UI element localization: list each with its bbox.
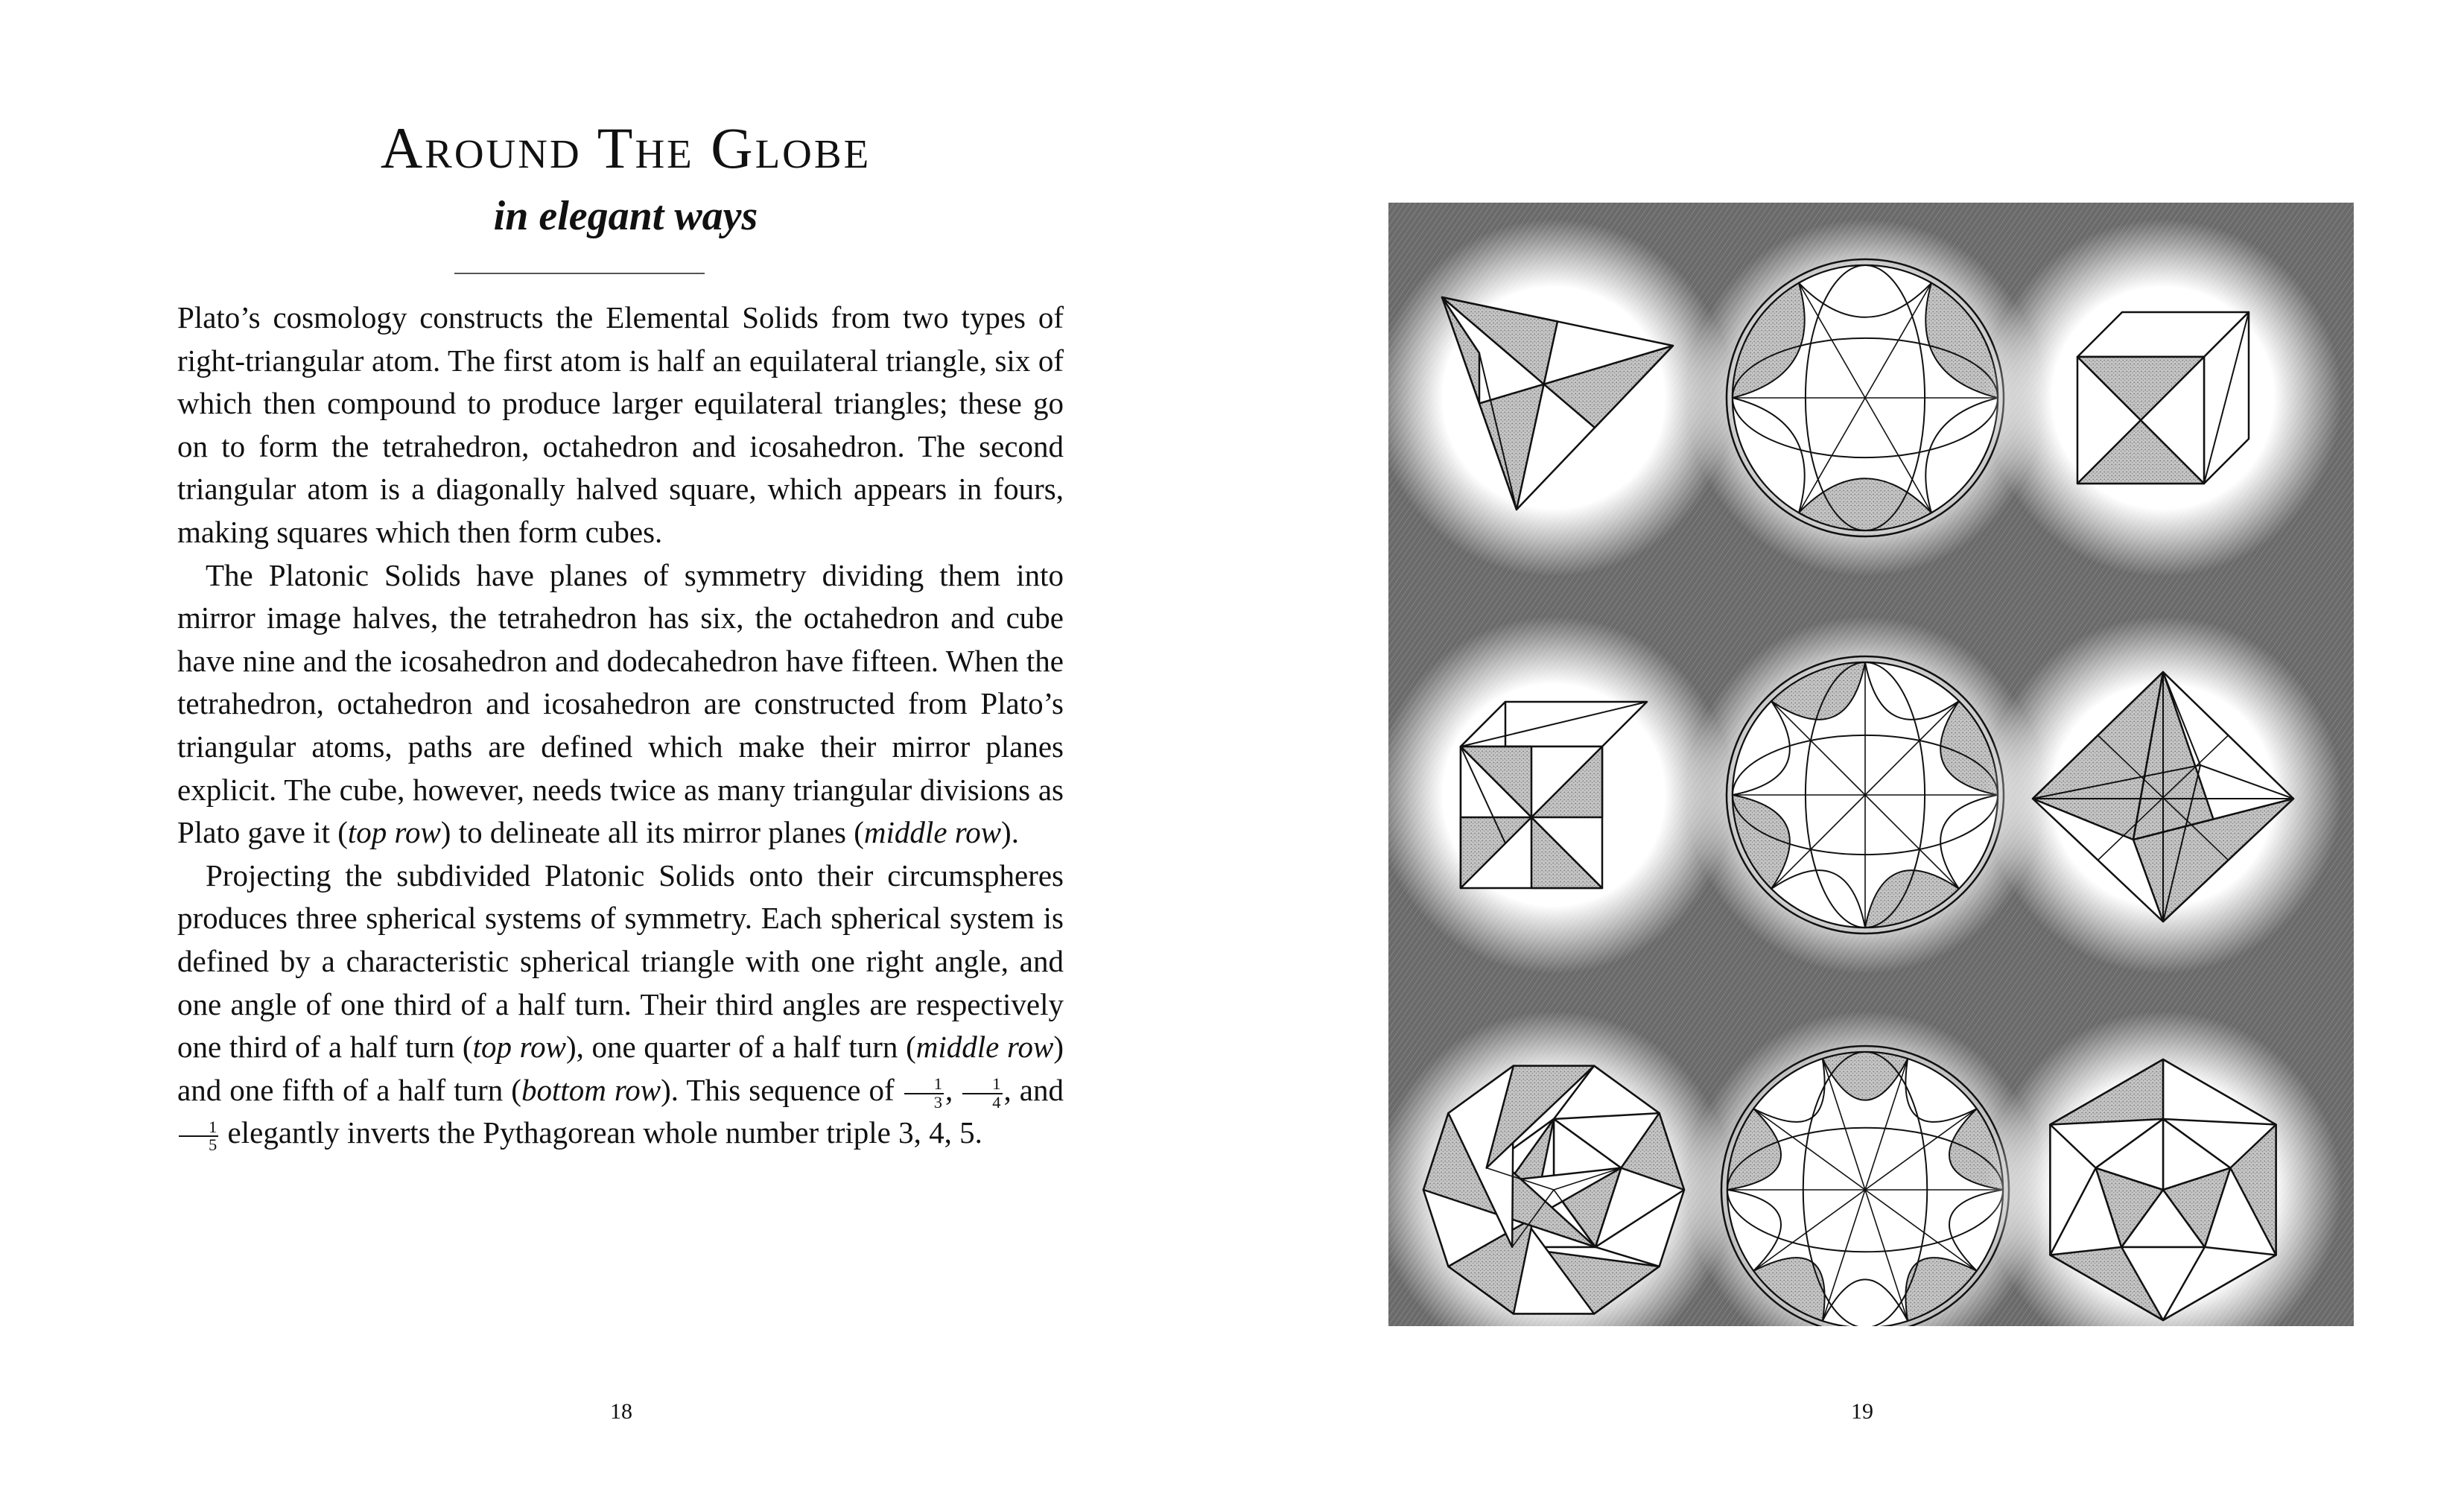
page-title: Around The Globe <box>380 115 871 180</box>
italic-reference: bottom row <box>521 1072 661 1107</box>
octahedron-figure <box>1984 616 2342 974</box>
text-run: ) to delineate all its mirror planes ( <box>440 815 864 850</box>
italic-reference: middle row <box>863 815 1002 850</box>
body-text <box>177 297 1064 1155</box>
body-paragraph <box>177 855 1064 1155</box>
page-number-right: 19 <box>1851 1399 1873 1424</box>
text-run: elegantly inverts the Pythagorean whole number triple 3, 4, 5. <box>220 1115 982 1150</box>
text-run: ). This sequence of <box>661 1072 903 1107</box>
body-paragraph <box>177 297 1064 554</box>
italic-reference: middle row <box>915 1030 1054 1065</box>
text-run: , <box>944 1072 962 1107</box>
body-paragraph <box>177 554 1064 855</box>
text-run: Plato’s cosmology constructs the Elemental Solids from two types of right-triangular atom. The first atom is half an equilateral triangle, six of which then compound to produce larger equilateral triangles; these go on to form the tetrahedron, octahedron and icosahedron. The second triangular atom is a diagonally halved square, which appears in fours, making squares which then form cubes. <box>177 300 1064 549</box>
title-divider <box>454 273 705 274</box>
fraction: $\frac{1}{5}$ <box>179 1119 218 1154</box>
cube-figure <box>1984 219 2342 577</box>
subdivided-cube-figure <box>1388 616 1733 974</box>
text-run: ) and one fifth of a half turn ( <box>177 1030 1064 1107</box>
text-run: The Platonic Solids have planes of symmetry dividing them into mirror image halves, the tetrahedron has six, the octahedron and cube have nine and the icosahedron and dodecahedron have fifteen. When the tetrahedron, octahedron and icosahedron are constructed from Plato’s triangular atoms, paths are defined which make their mirror planes explicit. The cube, however, needs twice as many triangular divisions as Plato gave it ( <box>177 557 1064 850</box>
fraction: $\frac{1}{3}$ <box>904 1076 944 1111</box>
fraction: $\frac{1}{4}$ <box>962 1076 1002 1111</box>
text-run: ), one quarter of a half turn ( <box>565 1030 916 1065</box>
italic-reference: top row <box>472 1030 566 1065</box>
platonic-solids-plate <box>1388 203 2354 1326</box>
italic-reference: top row <box>347 815 441 850</box>
text-run: ). <box>1001 815 1019 850</box>
text-run: , and <box>1003 1072 1064 1107</box>
tetrahedron-figure <box>1388 219 1733 577</box>
text-run: Projecting the subdivided Platonic Solids onto their circumspheres produces three spherical systems of symmetry. Each spherical system is defined by a characteristic spherical triangle with one right angle, and one angle of one third of a half turn. Their third angles are respectively one third of a half turn ( <box>177 858 1064 1065</box>
page-number-left: 18 <box>610 1399 632 1424</box>
page-subtitle: in elegant ways <box>493 193 758 239</box>
